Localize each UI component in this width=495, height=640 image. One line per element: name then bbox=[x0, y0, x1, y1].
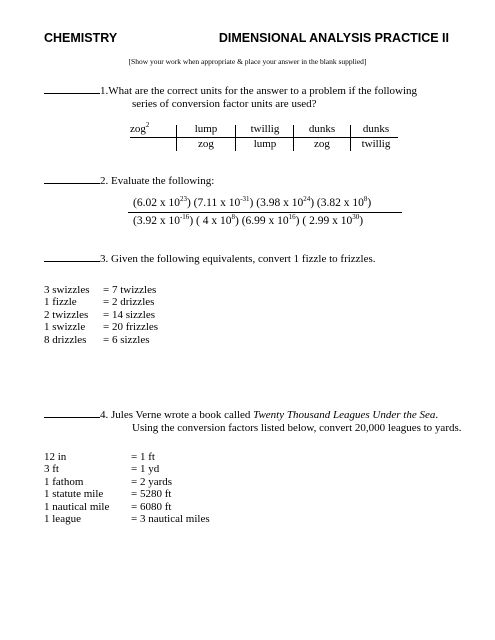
factor-4-bottom: zog bbox=[314, 138, 330, 150]
list-item: 1 fizzle = 2 drizzles bbox=[44, 296, 155, 309]
question-4 bbox=[44, 407, 462, 435]
q4-equivalents-list bbox=[44, 451, 210, 525]
book-title: Twenty Thousand Leagues Under the Sea bbox=[253, 409, 436, 421]
q3-text: Given the following equivalents, convert 1 fizzle to frizzles. bbox=[111, 253, 376, 265]
q4-line1: Jules Verne wrote a book called Twenty Thousand Leagues Under the Sea. bbox=[111, 409, 439, 421]
header-title: DIMENSIONAL ANALYSIS PRACTICE II bbox=[218, 31, 449, 45]
factor-1-top: zog$^2$ bbox=[130, 121, 150, 135]
factor-2-bottom: zog bbox=[198, 138, 214, 150]
q2-text: Evaluate the following: bbox=[111, 175, 215, 187]
list-item: 2 twizzles = 14 sizzles bbox=[44, 308, 156, 321]
answer-blank-1[interactable] bbox=[44, 83, 100, 94]
list-item: 3 ft = 1 yd bbox=[44, 463, 160, 476]
factor-divider bbox=[176, 125, 177, 151]
factor-5-bottom: twillig bbox=[361, 138, 391, 150]
answer-blank-4[interactable] bbox=[44, 407, 100, 418]
list-item: 8 drizzles = 6 sizzles bbox=[44, 333, 150, 346]
expression-denominator: (3.92 x $10^{-16}$) ( 4 x $10^8$) (6.99 x $10^{16}$) ( 2.99 x $10^{30}$) bbox=[133, 213, 364, 227]
question-2 bbox=[44, 173, 214, 188]
factor-3-bottom: lump bbox=[253, 138, 277, 150]
q3-equivalents-list bbox=[44, 284, 158, 346]
instructions: [Show your work when appropriate & place your answer in the blank supplied] bbox=[128, 57, 367, 66]
question-3 bbox=[44, 251, 376, 266]
list-item: 1 swizzle = 20 frizzles bbox=[44, 321, 159, 334]
factor-divider bbox=[293, 125, 294, 151]
header-subject: CHEMISTRY bbox=[44, 31, 118, 45]
answer-blank-3[interactable] bbox=[44, 251, 100, 262]
q4-number: 4. bbox=[100, 409, 109, 421]
factor-2-top: lump bbox=[194, 123, 218, 135]
expression-numerator: (6.02 x $10^{23}$) (7.11 x $10^{-31}$) (3.98 x $10^{24}$) (3.82 x $10^8$) bbox=[133, 195, 372, 209]
factor-5-top: dunks bbox=[362, 123, 390, 135]
expression-fraction-bar bbox=[128, 212, 402, 213]
q2-number: 2. bbox=[100, 175, 109, 187]
question-1 bbox=[44, 83, 417, 111]
factor-divider bbox=[235, 125, 236, 151]
list-item: 1 statute mile = 5280 ft bbox=[44, 488, 172, 501]
factor-3-top: twillig bbox=[250, 123, 280, 135]
factor-4-top: dunks bbox=[308, 123, 336, 135]
q1-number: 1. bbox=[100, 85, 109, 97]
list-item: 3 swizzles = 7 twizzles bbox=[44, 284, 157, 296]
answer-blank-2[interactable] bbox=[44, 173, 100, 184]
q3-number: 3. bbox=[100, 253, 109, 265]
q4-line2: Using the conversion factors listed below, convert 20,000 leagues to yards. bbox=[132, 422, 462, 434]
list-item: 1 nautical mile = 6080 ft bbox=[44, 500, 172, 513]
list-item: 12 in = 1 ft bbox=[44, 451, 155, 463]
q1-line2: series of conversion factor units are used? bbox=[132, 98, 317, 110]
factor-divider bbox=[350, 125, 351, 151]
list-item: 1 league = 3 nautical miles bbox=[44, 513, 210, 526]
q1-line1: What are the correct units for the answer to a problem if the following bbox=[108, 85, 418, 97]
list-item: 1 fathom = 2 yards bbox=[44, 475, 173, 488]
